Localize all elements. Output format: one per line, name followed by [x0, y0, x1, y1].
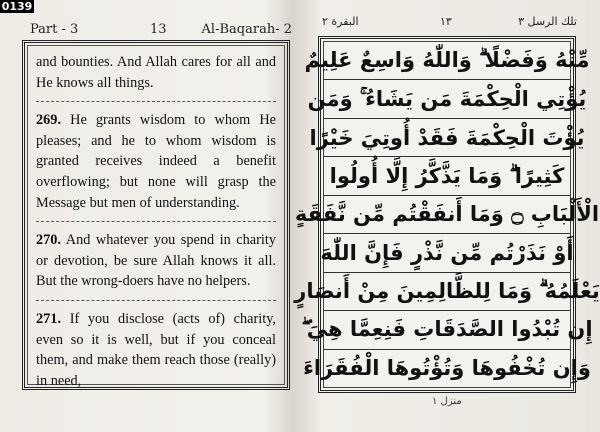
- verse-number: 269.: [36, 112, 62, 129]
- arabic-text: [294, 41, 600, 388]
- divider: [36, 101, 276, 102]
- paragraph: [36, 52, 276, 93]
- arabic-frame: [294, 36, 600, 393]
- surah-label: Al-Baqarah- 2: [201, 22, 292, 37]
- arabic-line: يُؤْتِي الْحِكْمَةَ مَن يَشَاءُ ۚ وَمَن: [324, 80, 570, 118]
- arabic-page-number: ١٣: [440, 15, 452, 28]
- manzil-footer: منزل ١: [432, 396, 462, 407]
- divider: [36, 221, 276, 222]
- arabic-line: كَثِيرًا ۗ وَمَا يَذَّكَّرُ إِلَّا أُولُوا: [324, 157, 570, 195]
- right-page-header: [322, 15, 577, 31]
- translation-frame: [22, 40, 290, 390]
- paragraph-text: And whatever you spend in charity or devotion, be sure Allah knows it all. But the wrong-doers have no helpers.: [36, 232, 276, 290]
- paragraph: [36, 230, 276, 292]
- arabic-part-label: تلك الرسل ٣: [518, 15, 577, 28]
- verse-number: 270.: [36, 232, 62, 249]
- arabic-surah-label: البقرة ٢: [322, 15, 359, 28]
- divider: [36, 300, 276, 301]
- arabic-line: الْأَلْبَابِ ۝ وَمَا أَنفَقْتُم مِّن نَّفَقَةٍ: [324, 196, 570, 234]
- arabic-line: مِّنْهُ وَفَضْلًا ۗ وَاللّٰهُ وَاسِعٌ عَلِيمٌ: [324, 42, 570, 80]
- arabic-line: يَعْلَمُهُ ۗ وَمَا لِلظَّالِمِينَ مِنْ أَنصَارٍ: [324, 273, 570, 311]
- translation-text: [27, 45, 285, 389]
- paragraph-text: If you disclose (acts of) charity, even so it is well, but if you conceal them, and make them reach those (really) in need,: [36, 310, 276, 389]
- paragraph: [36, 110, 276, 213]
- arabic-line: أَوْ نَذَرْتُم مِّن نَّذْرٍ فَإِنَّ اللّٰهَ: [324, 234, 570, 272]
- verse-number: 271.: [36, 310, 62, 327]
- arabic-line: إِن تُبْدُوا الصَّدَقَاتِ فَنِعِمَّا هِيَ ۖ: [324, 311, 570, 349]
- arabic-line: يُؤْتَ الْحِكْمَةَ فَقَدْ أُوتِيَ خَيْرًا: [324, 119, 570, 157]
- arabic-line: وَإِن تُخْفُوهَا وَتُؤْتُوهَا الْفُقَرَاءَ: [303, 356, 591, 381]
- page-id-badge: 0139: [1, 0, 33, 13]
- paragraph-text: and bounties. And Allah cares for all and He knows all things.: [36, 54, 276, 91]
- part-label: Part - 3: [30, 22, 79, 37]
- paragraph-text: He grants wisdom to whom He pleases; and he to whom wisdom is granted receives indeed a benefit overflowing; but none will grasp the Message but men of understanding.: [36, 112, 276, 211]
- left-page-header: [30, 22, 292, 38]
- page-number: 13: [150, 22, 167, 37]
- paragraph: [36, 309, 276, 391]
